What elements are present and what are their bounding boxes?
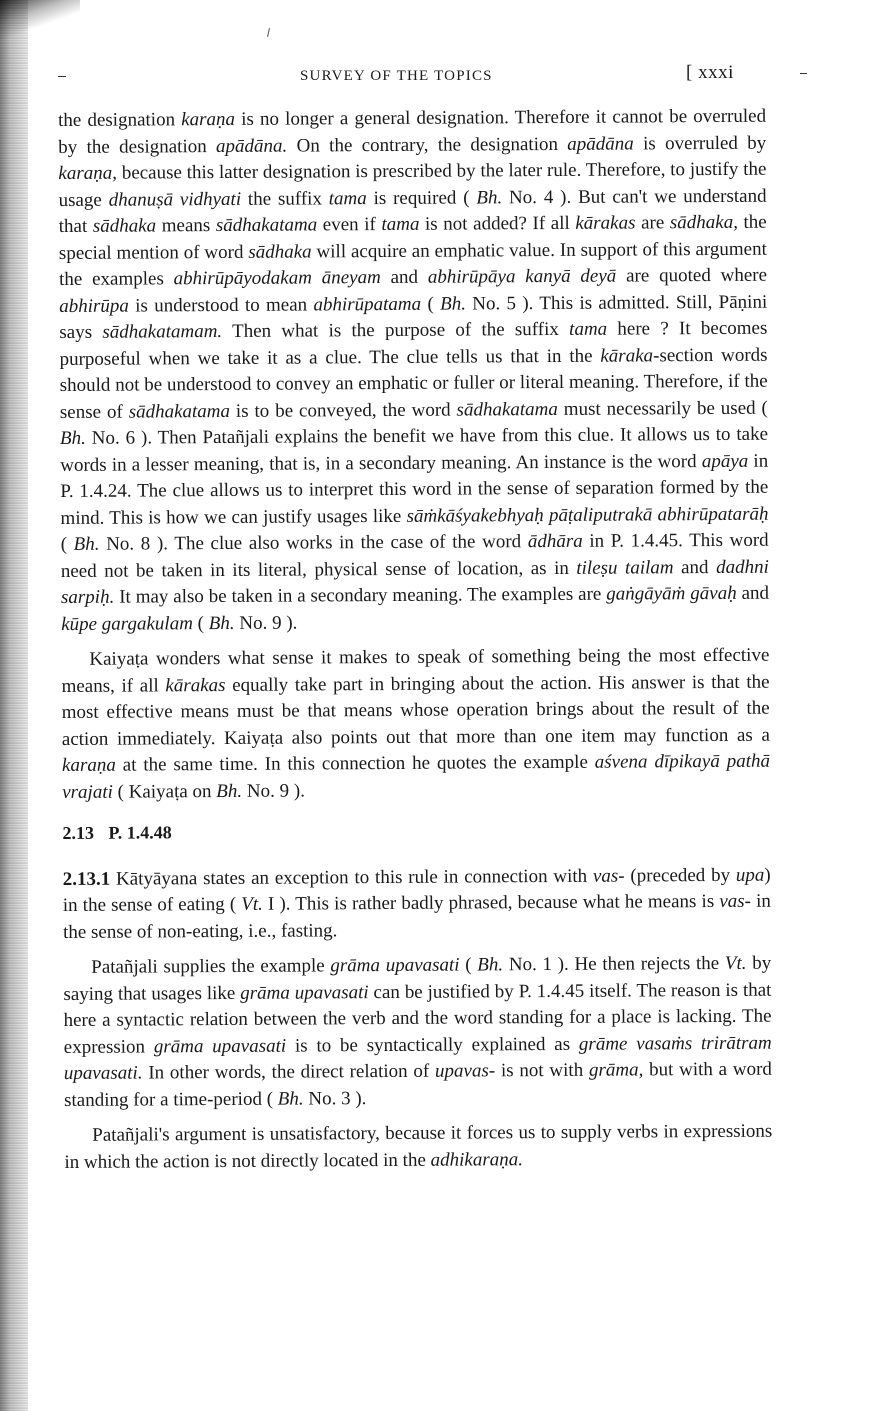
italic-term: tama xyxy=(328,187,367,209)
corner-scan-shadow xyxy=(0,0,80,40)
italic-term: sādhakatama xyxy=(215,214,318,237)
italic-term: dhanuṣā vidhyati xyxy=(108,188,242,211)
italic-term: sādhakatama xyxy=(456,398,558,421)
italic-term: kāraka xyxy=(600,344,654,367)
italic-term: Vt. xyxy=(724,952,747,974)
italic-term: karaṇa xyxy=(181,108,236,131)
italic-term: Bh. xyxy=(477,954,504,976)
paragraph: the designation karaṇa is no longer a general designation. Therefore it cannot be overruled by the designation apādāna. On the contrary, the designation apādāna is overruled by karaṇa, because this latter designation is prescribed by the later rule. Therefore, to justify the usage dhanuṣā vidhyati the suffix tama is required ( Bh. No. 4 ). But can't we understand that sādhaka means sādhakatama even if tama is not added? If all kārakas are sādhaka, the special mention of word sādhaka will acquire an emphatic value. In support of this argument the examples abhirūpāyodakam āneyam and abhirūpāya kanyā deyā are quoted where abhirūpa is understood to mean abhirūpatama ( Bh. No. 5 ). This is admitted. Still, Pāṇini says sādhakatamam. Then what is the purpose of the suffix tama here ? It becomes purposeful when we take it as a clue. The clue tells us that in the kāraka-section words should not be understood to convey an emphatic or fuller or literal meaning. Therefore, if the sense of sādhakatama is to be conveyed, the word sādhakatama must necessarily be used ( Bh. No. 6 ). Then Patañjali explains the benefit we have from this clue. It allows us to take words in a lesser meaning, that is, in a secondary meaning. An instance is the word apāya in P. 1.4.24. The clue allows us to interpret this word in the sense of separation formed by the mind. This is how we can justify usages like sāṁkāśyakebhyaḥ pāṭaliputrakā abhirūpatarāḥ ( Bh. No. 8 ). The clue also works in the case of the word ādhāra in P. 1.4.45. This word need not be taken in its literal, physical sense of location, as in tileṣu tailam and dadhni sarpiḥ. It may also be taken in a secondary meaning. The examples are gaṅgāyāṁ gāvaḥ and kūpe gargakulam ( Bh. No. 9 ). xyxy=(58,105,770,635)
italic-term: adhikaraṇa. xyxy=(430,1148,524,1171)
italic-term: kūpe gargakulam xyxy=(61,612,193,635)
italic-term: vas- xyxy=(719,890,752,912)
paragraph: Patañjali's argument is unsatisfactory, because it forces us to supply verbs in expressions in which the action is not directly located in the adhikaraṇa. xyxy=(64,1120,773,1173)
stray-mark xyxy=(267,28,270,37)
italic-term: abhirūpāyodakam āneyam xyxy=(173,267,381,290)
italic-term: sādhakatamam. xyxy=(102,321,223,343)
section-heading xyxy=(62,816,770,847)
italic-term: upavas- xyxy=(434,1060,496,1082)
italic-term: Bh. xyxy=(216,780,243,802)
paragraph-text: Kātyāyana states an exception to this rule in connection with vas- (preceded by upa) in the sense of eating ( Vt. I ). This is rather badly phrased, because what he means is vas- in the sense of non-eating, i.e., fasting. xyxy=(62,864,771,943)
italic-term: sāṁkāśyakebhyaḥ pāṭaliputrakā abhirūpatarāḥ xyxy=(406,503,769,527)
italic-term: Bh. xyxy=(439,293,466,315)
italic-term: tama xyxy=(381,213,420,236)
binding-edge-shadow xyxy=(0,0,28,1411)
italic-term: Bh. xyxy=(476,186,503,208)
section-number: 2.13 xyxy=(62,822,94,843)
italic-term: dadhni sarpiḥ. xyxy=(60,556,769,608)
italic-term: vas- xyxy=(592,865,625,887)
italic-term: gaṅgāyāṁ gāvaḥ xyxy=(606,582,737,605)
italic-term: ādhāra xyxy=(527,530,583,553)
italic-term: Bh. xyxy=(59,427,86,449)
italic-term: tama xyxy=(569,318,608,340)
italic-term: aśvena dīpikayā pathā vrajati xyxy=(62,750,771,803)
italic-term: apādāna. xyxy=(215,135,288,157)
paragraph: Patañjali supplies the example grāma upavasati ( Bh. No. 1 ). He then rejects the Vt. by saying that usages like grāma upavasati can be justified by P. 1.4.45 itself. The reason is that here a syntactic relation between the verb and the word standing for a place is lacking. The expression grāma upavasati is to be syntactically explained as grāme vasaṁs trirātram upavasati. In other words, the direct relation of upavas- is not with grāma, but with a word standing for a time-period ( Bh. No. 3 ). xyxy=(63,952,772,1111)
italic-term: kārakas xyxy=(575,212,636,234)
italic-term: abhirūpāya kanyā deyā xyxy=(427,265,617,288)
italic-term: Bh. xyxy=(73,533,100,555)
italic-term: karaṇa xyxy=(61,754,116,776)
italic-term: sādhaka xyxy=(92,215,157,237)
italic-term: Bh. xyxy=(208,612,235,634)
italic-term: apādāna xyxy=(567,132,634,155)
italic-term: grāma upavasati xyxy=(330,954,460,977)
italic-term: Vt. xyxy=(241,893,263,915)
italic-term: sādhaka, xyxy=(669,211,738,234)
italic-term: grāme vasaṁs trirātram upavasati. xyxy=(63,1032,772,1084)
italic-term: apāya xyxy=(701,450,749,472)
italic-term: grāma, xyxy=(588,1059,644,1081)
paragraph: Kaiyaṭa wonders what sense it makes to speak of something being the most effective means, if all kārakas equally take part in bringing about the action. His answer is that the most effective means must be that means whose operation brings about the result of the action immediately. Kaiyaṭa also points out that more than one item may function as a karaṇa at the same time. In this connection he quotes the example aśvena dīpikayā pathā vrajati ( Kaiyaṭa on Bh. No. 9 ). xyxy=(61,644,771,803)
italic-term: karaṇa, xyxy=(58,162,118,184)
italic-term: kārakas xyxy=(165,674,226,696)
running-head xyxy=(0,62,882,92)
page-number: [ xxxi xyxy=(686,62,734,83)
running-title: SURVEY OF THE TOPICS xyxy=(300,68,493,84)
italic-term: abhirūpa xyxy=(59,295,129,317)
italic-term: tileṣu tailam xyxy=(576,556,674,579)
paragraph xyxy=(63,862,771,946)
section-title: P. 1.4.48 xyxy=(108,822,172,843)
italic-term: grāma upavasati xyxy=(153,1035,287,1057)
italic-term: abhirūpatama xyxy=(313,293,422,315)
subsection-number: 2.13.1 xyxy=(62,868,111,890)
italic-term: sādhaka xyxy=(248,240,312,263)
italic-term: upa xyxy=(735,864,765,886)
italic-term: grāma upavasati xyxy=(240,981,369,1004)
italic-term: Bh. xyxy=(277,1088,304,1110)
italic-term: sādhakatama xyxy=(128,400,231,423)
body-text xyxy=(58,104,773,1176)
